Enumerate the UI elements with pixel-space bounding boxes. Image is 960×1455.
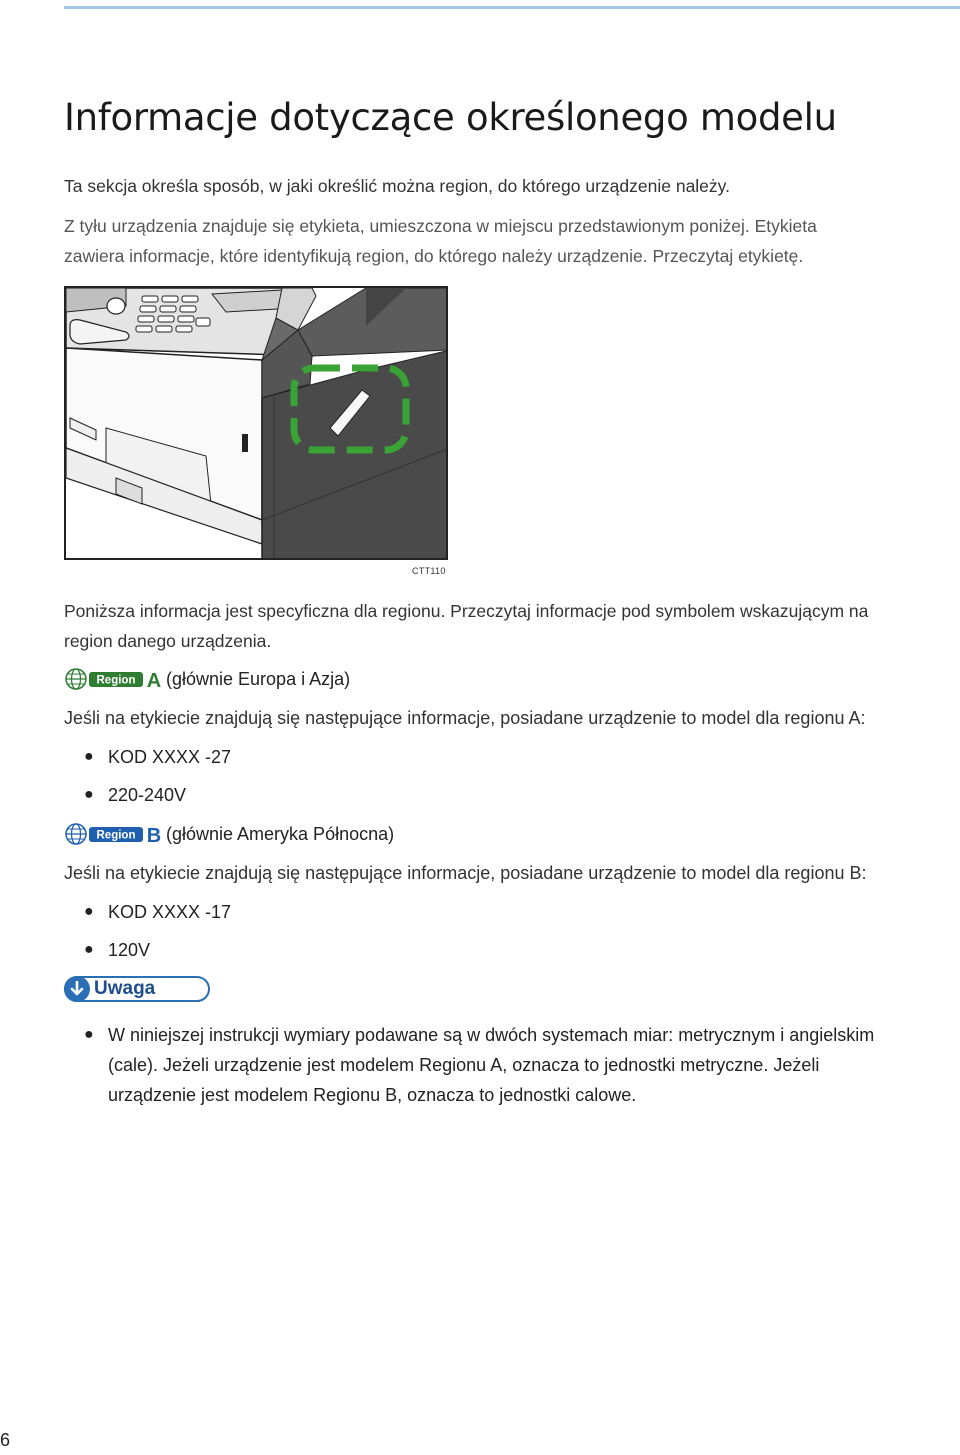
region-a-item: ● KOD XXXX -27 xyxy=(84,747,232,767)
label-info-line-1: Z tyłu urządzenia znajduje się etykieta, umieszczona w miejscu przedstawionym poniżej. Etykieta xyxy=(64,216,817,236)
region-a-item: ● 220-240V xyxy=(84,785,187,805)
region-a-label: (głównie Europa i Azja) xyxy=(166,668,351,689)
figure-code: CTT110 xyxy=(412,566,446,576)
label-info-line-2: zawiera informacje, które identyfikują region, do którego należy urządzenie. Przeczytaj etykietę. xyxy=(64,246,804,266)
region-info-line-1: Poniższa informacja jest specyficzna dla regionu. Przeczytaj informacje pod symbolem wskazującym na xyxy=(64,601,869,621)
region-b-description: Jeśli na etykiecie znajdują się następujące informacje, posiadane urządzenie to model dla regionu B: xyxy=(64,863,867,883)
page-number: 6 xyxy=(0,1430,11,1450)
region-b-badge-icon xyxy=(64,821,164,847)
svg-text:Region: Region xyxy=(96,674,136,687)
top-rule xyxy=(64,6,960,9)
down-arrow-icon xyxy=(64,976,90,1002)
note-line-2: (cale). Jeżeli urządzenie jest modelem Regionu A, oznacza to jednostki metryczne. Jeżeli xyxy=(108,1055,820,1075)
note-item: ● W niniejszej instrukcji wymiary podawane są w dwóch systemach miar: metrycznym i angielskim (cale). Jeżeli urządzenie jest modelem Regionu A, oznacza to jednostki metryczne. Jeżeli urządzenie jest modelem Regionu B, oznacza to jednostki calowe. xyxy=(84,1020,944,1110)
region-a-description: Jeśli na etykiecie znajdują się następujące informacje, posiadane urządzenie to model dla regionu A: xyxy=(64,708,866,728)
region-info-line-2: region danego urządzenia. xyxy=(64,631,272,651)
svg-text:Region: Region xyxy=(96,829,136,842)
printer-label-illustration xyxy=(64,286,448,560)
svg-text:A: A xyxy=(146,670,162,692)
svg-text:B: B xyxy=(146,825,162,847)
page-title: Informacje dotyczące określonego modelu xyxy=(64,96,837,139)
region-a-badge-icon xyxy=(64,666,164,692)
intro-text: Ta sekcja określa sposób, w jaki określić można region, do którego urządzenie należy. xyxy=(64,176,730,196)
note-line-1: W niniejszej instrukcji wymiary podawane są w dwóch systemach miar: metrycznym i angielskim xyxy=(108,1025,875,1045)
note-line-3: urządzenie jest modelem Regionu B, oznacza to jednostki calowe. xyxy=(108,1085,637,1105)
region-b-label: (głównie Ameryka Północna) xyxy=(166,823,395,844)
region-b-item: ● 120V xyxy=(84,940,151,960)
note-badge xyxy=(64,976,210,1002)
region-b-item: ● KOD XXXX -17 xyxy=(84,902,232,922)
note-heading xyxy=(64,976,210,1002)
region-b-heading xyxy=(64,819,394,849)
note-label: Uwaga xyxy=(94,978,156,999)
region-a-heading xyxy=(64,664,350,694)
